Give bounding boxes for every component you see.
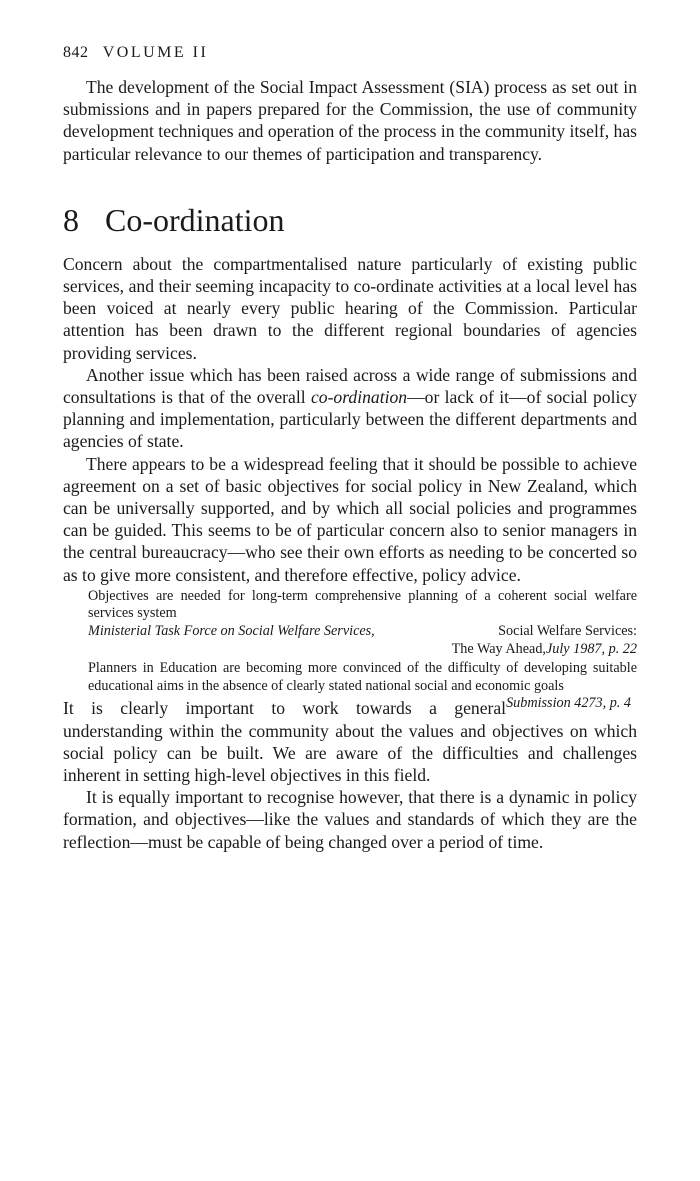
- quote-2-text: [88, 660, 637, 712]
- quote-2-body: Planners in Education are becoming more convinced of the difficulty of developing suitable educational aims in the absence of clearly stated national social and economic goals: [88, 660, 637, 694]
- intro-paragraph: The development of the Social Impact Assessment (SIA) process as set out in submissions and in papers prepared for the Commission, the use of community development techniques and operation of the process in the community itself, has particular relevance to our themes of participation and transparency.: [63, 77, 637, 164]
- paragraph-2: [63, 364, 637, 453]
- section-number: 8: [63, 201, 79, 238]
- quote-1-source-line-2: [88, 641, 637, 659]
- paragraph-4: It is clearly important to work towards a general understanding within the community about the values and objectives on which social policy can be built. We are aware of the difficulties and challenges inherent in setting high-level objectives in this field.: [63, 698, 637, 786]
- paragraph-2-start: Another issue which has been raised across a wide range of submissions and consultations is that of the overall: [63, 364, 637, 408]
- quote-1-source-author: Ministerial Task Force on Social Welfare Services,: [88, 623, 375, 640]
- quote-1-source-title: Social Welfare Services:: [498, 623, 637, 640]
- paragraph-1: Concern about the compartmentalised nature particularly of existing public services, and their seeming incapacity to co-ordinate activities at a local level has been voiced at nearly every public hearing of the Commission. Particular attention has been drawn to the different regional boundaries of agencies providing services.: [63, 253, 637, 363]
- paragraph-3: There appears to be a widespread feeling that it should be possible to achieve agreement on a set of basic objectives for social policy in New Zealand, which can be universally supported, and by which all social policies and programmes can be guided. This seems to be of particular concern also to senior managers in the central bureaucracy—who see their own efforts as needing to be concerted so as to give more consistent, and therefore effective, policy advice.: [63, 453, 637, 585]
- section-title: Co-ordination: [105, 201, 285, 238]
- block-quote-2: [88, 660, 637, 712]
- section-heading: [63, 201, 637, 239]
- quote-1-text: Objectives are needed for long-term comprehensive planning of a coherent social welfare services system: [88, 587, 637, 622]
- running-header: [63, 44, 637, 62]
- paragraph-2-emphasis: co-ordination: [310, 387, 408, 408]
- paragraph-5: It is equally important to recognise however, that there is a dynamic in policy formation, and objectives—like the values and standards of which they are the reflection—must be capable of being changed over a period of time.: [63, 787, 637, 852]
- volume-label: VOLUME II: [102, 44, 209, 61]
- quote-2-source: Submission 4273, p. 4: [506, 695, 631, 712]
- block-quote-1: [88, 588, 637, 658]
- page-number: 842: [63, 44, 89, 61]
- document-page: [63, 44, 637, 853]
- paragraph-2-end: —or lack of it—of social policy planning and implementation, particularly between the different departments and agencies of state.: [63, 387, 637, 452]
- quote-1-source-line: [88, 623, 637, 641]
- quote-1-source-date: July 1987, p. 22: [545, 640, 637, 657]
- quote-1-source-title-2: The Way Ahead,: [451, 640, 546, 657]
